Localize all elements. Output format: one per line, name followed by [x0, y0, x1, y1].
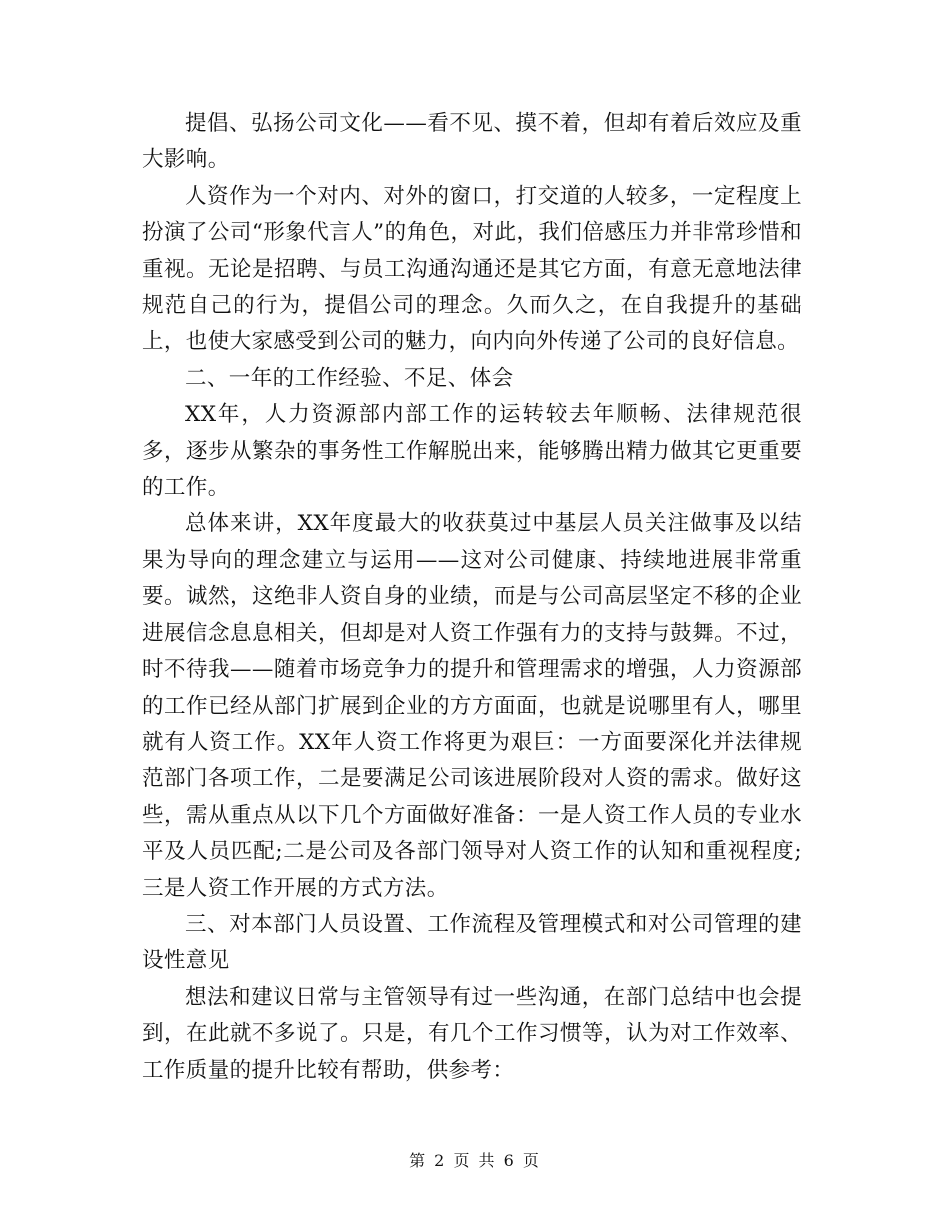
document-body — [142, 106, 802, 1089]
paragraph-culture: 提倡、弘扬公司文化——看不见、摸不着，但却有着后效应及重大影响。 — [142, 111, 802, 173]
paragraph-ideas: 想法和建议日常与主管领导有过一些沟通，在部门总结中也会提到，在此就不多说了。只是，有几个工作习惯等，认为对工作效率、工作质量的提升比较有帮助，供参考： — [142, 984, 802, 1083]
section-heading-experience: 二、一年的工作经验、不足、体会 — [185, 365, 514, 391]
paragraph-internal-work: XX年，人力资源部内部工作的运转较去年顺畅、法律规范很多，逐步从繁杂的事务性工作解脱出来，能够腾出精力做其它更重要的工作。 — [142, 402, 802, 501]
paragraph-image-spokesperson: 人资作为一个对内、对外的窗口，打交道的人较多，一定程度上扮演了公司“形象代言人”的角色，对此，我们倍感压力并非常珍惜和重视。无论是招聘、与员工沟通沟通还是其它方面，有意无意地法律规范自己的行为，提倡公司的理念。久而久之，在自我提升的基础上，也使大家感受到公司的魅力，向内向外传递了公司的良好信息。 — [142, 183, 802, 355]
section-heading-suggestions: 三、对本部门人员设置、工作流程及管理模式和对公司管理的建设性意见 — [142, 911, 802, 974]
paragraph-overall-summary: 总体来讲，XX年度最大的收获莫过中基层人员关注做事及以结果为导向的理念建立与运用——这对公司健康、持续地进展非常重要。诚然，这绝非人资自身的业绩，而是与公司高层坚定不移的企业进展信念息息相关，但却是对人资工作强有力的支持与鼓舞。不过，时不待我——随着市场竞争力的提升和管理需求的增强，人力资源部的工作已经从部门扩展到企业的方方面面，也就是说哪里有人，哪里就有人资工作。XX年人资工作将更为艰巨：一方面要深化并法律规范部门各项工作，二是要满足公司该进展阶段对人资的需求。做好这些，需从重点从以下几个方面做好准备：一是人资工作人员的专业水平及人员匹配;二是公司及各部门领导对人资工作的认知和重视程度;三是人资工作开展的方式方法。 — [142, 511, 802, 901]
page-number-footer: 第 2 页 共 6 页 — [409, 1151, 541, 1170]
